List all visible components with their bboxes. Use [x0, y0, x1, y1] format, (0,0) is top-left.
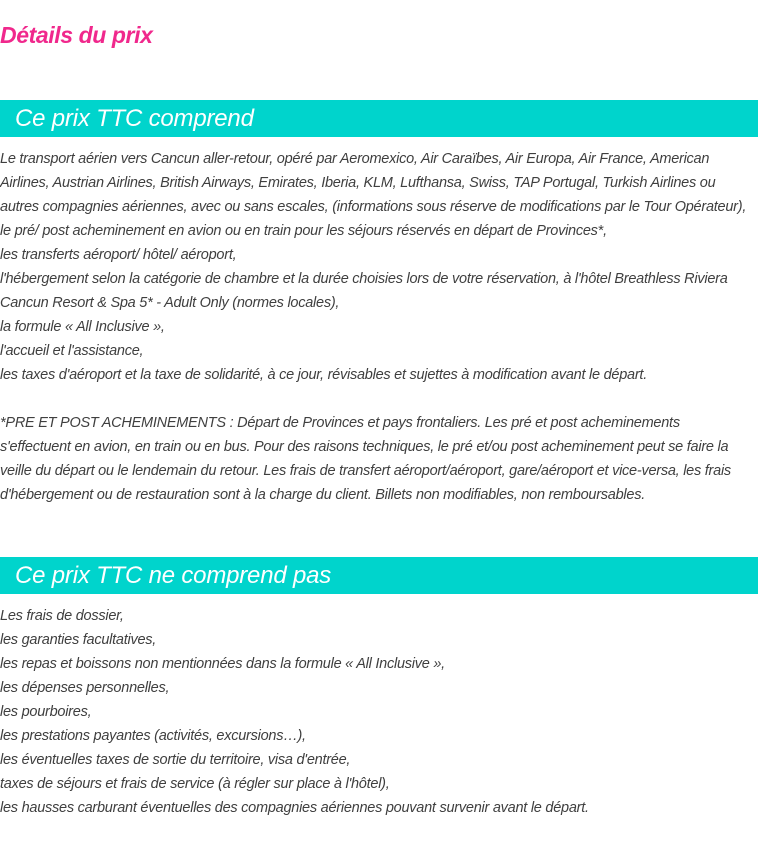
excluded-line: les éventuelles taxes de sortie du territoire, visa d'entrée, — [0, 752, 351, 768]
note-line: s'effectuent en avion, en train ou en bus. Pour des raisons techniques, le pré et/ou post acheminement peut se faire la — [0, 439, 729, 455]
included-line: les taxes d'aéroport et la taxe de solidarité, à ce jour, révisables et sujettes à modification avant le départ. — [0, 367, 647, 383]
note-line: d'hébergement ou de restauration sont à la charge du client. Billets non modifiables, non remboursables. — [0, 487, 645, 503]
included-line: l'accueil et l'assistance, — [0, 343, 144, 359]
included-line: le pré/ post acheminement en avion ou en train pour les séjours réservés en départ de Provinces*, — [0, 223, 607, 239]
excluded-heading: Ce prix TTC ne comprend pas — [15, 562, 332, 589]
excluded-line: les hausses carburant éventuelles des compagnies aériennes pouvant survenir avant le départ. — [0, 800, 589, 816]
excluded-line: Les frais de dossier, — [0, 608, 124, 624]
excluded-section-header — [0, 557, 758, 594]
note-line: veille du départ ou le lendemain du retour. Les frais de transfert aéroport/aéroport, gare/aéroport et vice-versa, les frais — [0, 463, 731, 479]
included-line: l'hébergement selon la catégorie de chambre et la durée choisies lors de votre réservation, à l'hôtel Breathless Riviera — [0, 271, 728, 287]
included-list — [0, 147, 758, 387]
excluded-line: les repas et boissons non mentionnées dans la formule « All Inclusive », — [0, 656, 445, 672]
excluded-list — [0, 604, 758, 820]
excluded-line: les dépenses personnelles, — [0, 680, 170, 696]
excluded-line: taxes de séjours et frais de service (à régler sur place à l'hôtel), — [0, 776, 390, 792]
excluded-line: les garanties facultatives, — [0, 632, 157, 648]
excluded-line: les pourboires, — [0, 704, 92, 720]
included-line: Airlines, Austrian Airlines, British Airways, Emirates, Iberia, KLM, Lufthansa, Swiss, TAP Portugal, Turkish Airlines ou — [0, 175, 716, 191]
page-title: Détails du prix — [0, 22, 153, 48]
included-line: Cancun Resort & Spa 5* - Adult Only (normes locales), — [0, 295, 340, 311]
included-line: la formule « All Inclusive », — [0, 319, 165, 335]
included-line: Le transport aérien vers Cancun aller-retour, opéré par Aeromexico, Air Caraïbes, Air Europa, Air France, American — [0, 151, 710, 167]
acheminement-note — [0, 411, 758, 507]
included-heading: Ce prix TTC comprend — [15, 105, 254, 132]
note-line: *PRE ET POST ACHEMINEMENTS : Départ de Provinces et pays frontaliers. Les pré et post acheminements — [0, 415, 680, 431]
included-line: les transferts aéroport/ hôtel/ aéroport, — [0, 247, 237, 263]
included-line: autres compagnies aériennes, avec ou sans escales, (informations sous réserve de modifications par le Tour Opérateur), — [0, 199, 747, 215]
excluded-line: les prestations payantes (activités, excursions…), — [0, 728, 306, 744]
included-section-header — [0, 100, 758, 137]
